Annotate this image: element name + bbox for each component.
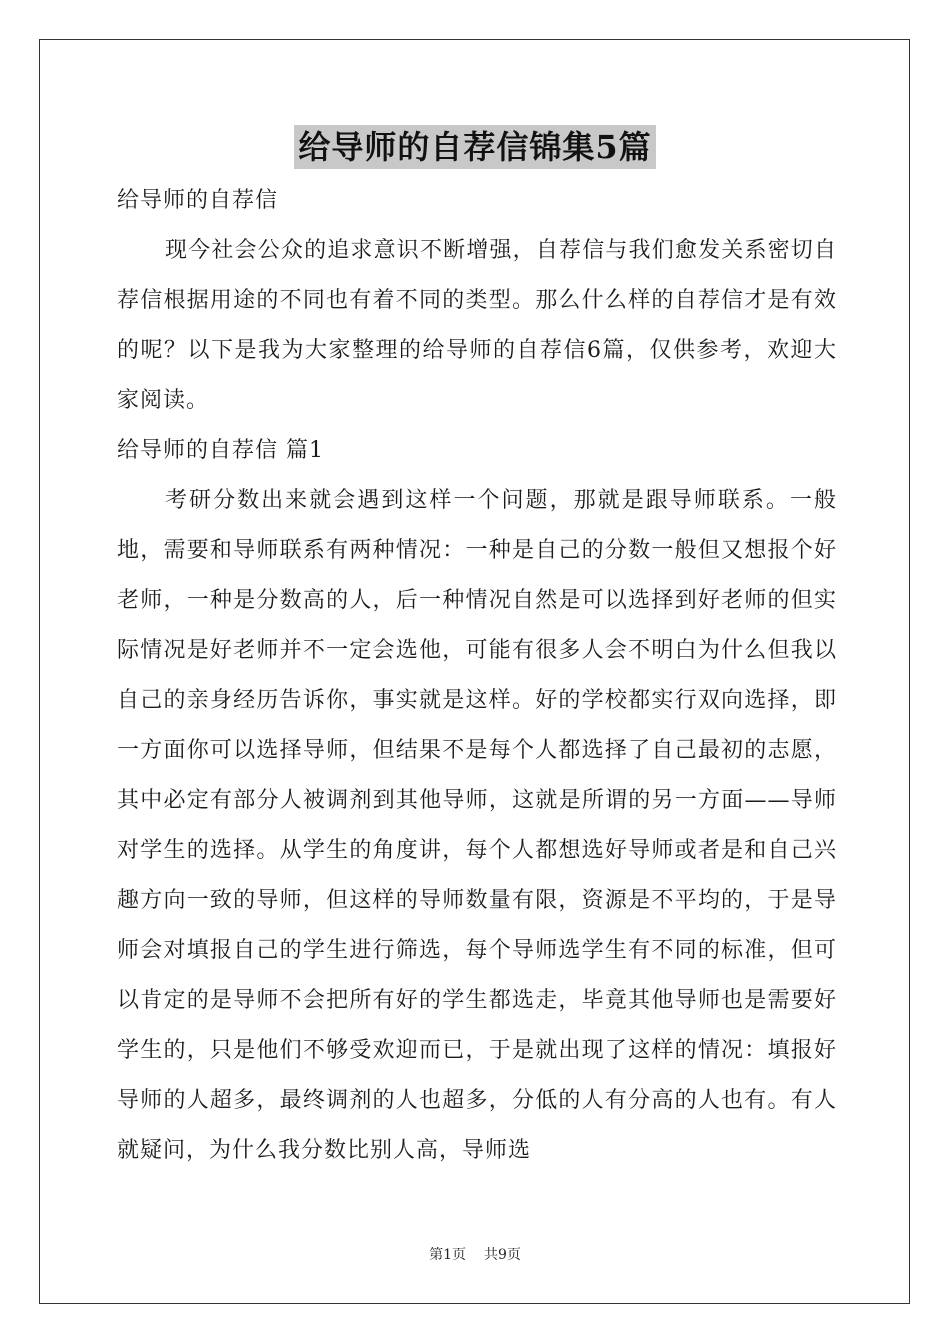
- section-heading: 给导师的自荐信: [117, 188, 279, 213]
- article-paragraph: 考研分数出来就会遇到这样一个问题，那就是跟导师联系。一般地，需要和导师联系有两种情况：一种是自己的分数一般但又想报个好老师，一种是分数高的人，后一种情况自然是可以选择到好老师的但实际情况是好老师并不一定会选他，可能有很多人会不明白为什么但我以自己的亲身经历告诉你，事实就是这样。好的学校都实行双向选择，即一方面你可以选择导师，但结果不是每个人都选择了自己最初的志愿，其中必定有部分人被调剂到其他导师，这就是所谓的另一方面——导师对学生的选择。从学生的角度讲，每个人都想选好导师或者是和自己兴趣方向一致的导师，但这样的导师数量有限，资源是不平均的，于是导师会对填报自己的学生进行筛选，每个导师选学生有不同的标准，但可以肯定的是导师不会把所有好的学生都选走，毕竟其他导师也是需要好学生的，只是他们不够受欢迎而已，于是就出现了这样的情况：填报好导师的人超多，最终调剂的人也超多，分低的人有分高的人也有。有人就疑问，为什么我分数比别人高，导师选: [117, 488, 837, 1163]
- article-heading: 给导师的自荐信 篇1: [117, 438, 324, 463]
- page-footer: [0, 1244, 950, 1264]
- page-number: 第1页: [429, 1247, 466, 1263]
- total-pages: 共9页: [484, 1247, 521, 1263]
- document-title: 给导师的自荐信锦集5篇: [294, 125, 655, 169]
- title-container: [0, 125, 950, 169]
- intro-paragraph: 现今社会公众的追求意识不断增强，自荐信与我们愈发关系密切自荐信根据用途的不同也有着不同的类型。那么什么样的自荐信才是有效的呢？以下是我为大家整理的给导师的自荐信6篇，仅供参考，欢迎大家阅读。: [117, 238, 837, 413]
- document-body: [117, 176, 837, 1176]
